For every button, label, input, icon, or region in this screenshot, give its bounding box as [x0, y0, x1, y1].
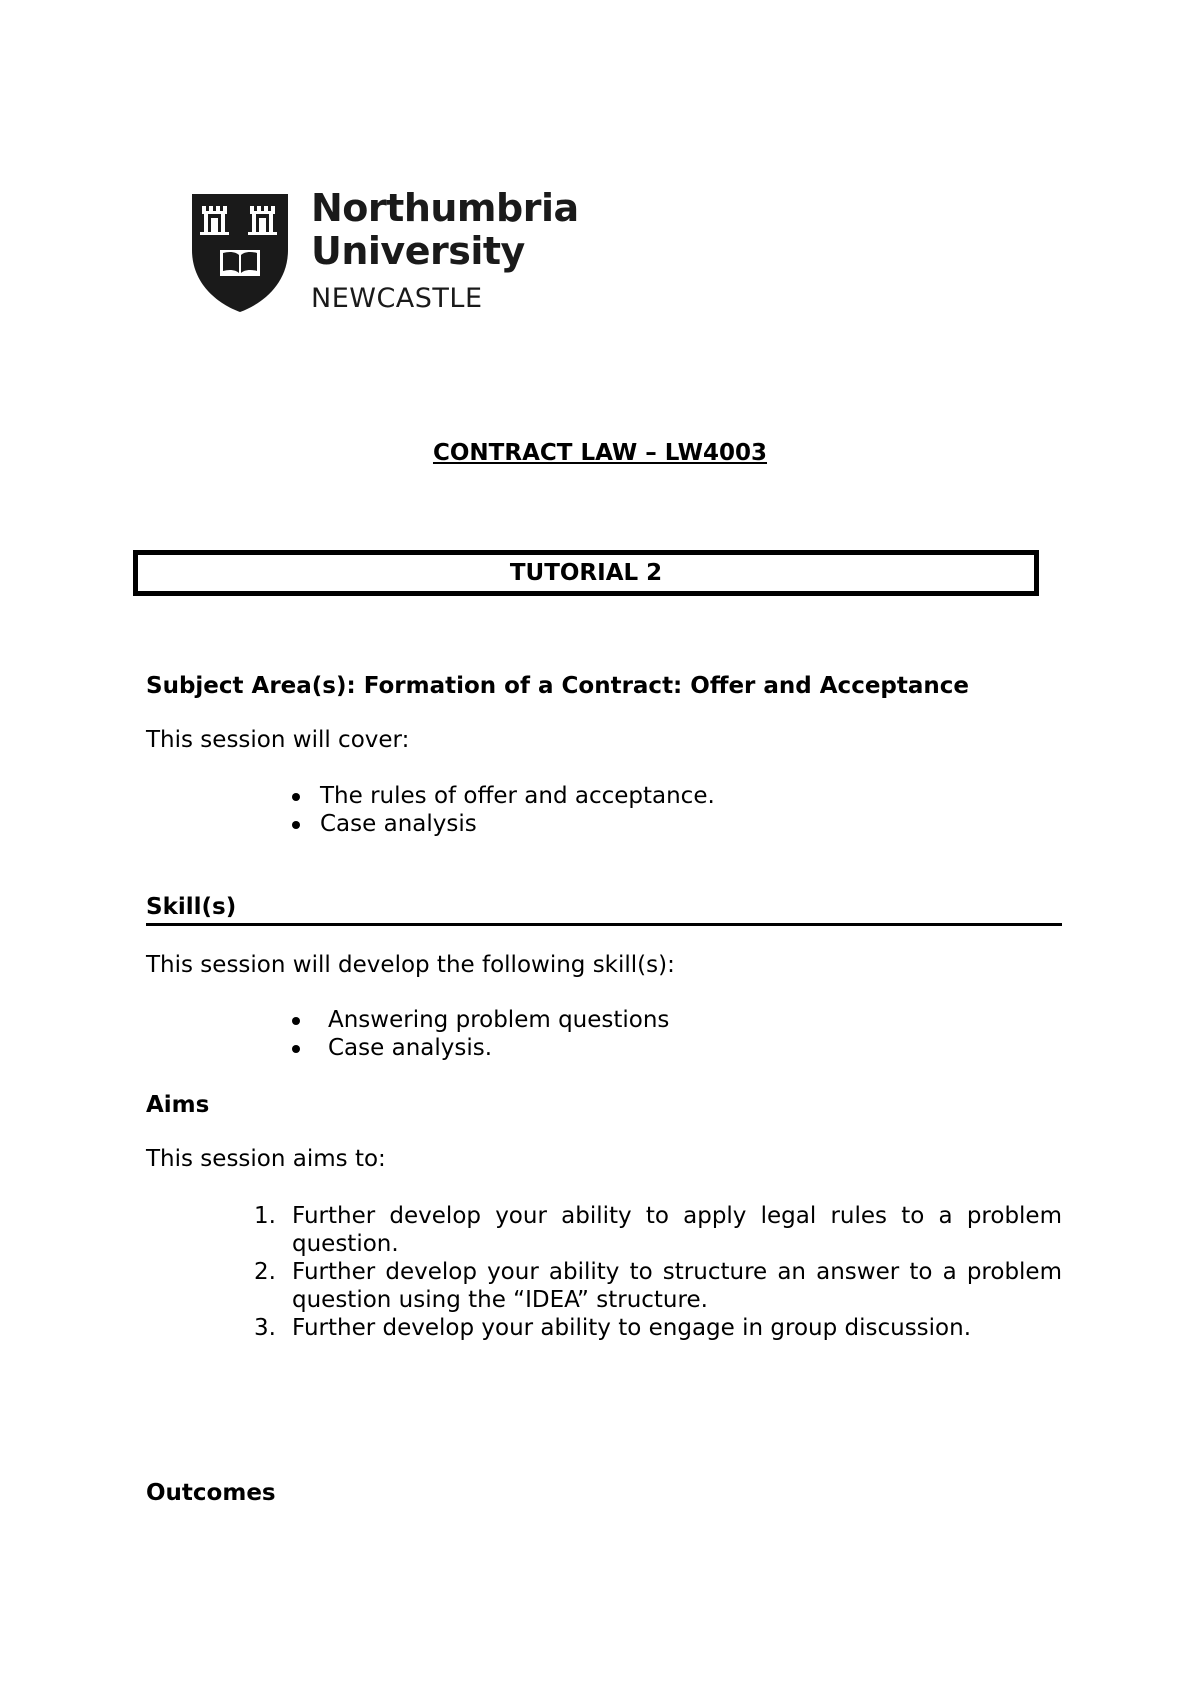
skills-divider	[146, 923, 1062, 926]
university-logo	[190, 192, 290, 314]
list-item: 1. Further develop your ability to apply legal rules to a problem question.	[254, 1203, 1062, 1257]
course-title: CONTRACT LAW – LW4003	[432, 440, 768, 466]
session-cover-list	[290, 782, 715, 838]
bullet-icon	[292, 821, 300, 829]
bullet-icon	[292, 1045, 300, 1053]
aims-intro: This session aims to:	[146, 1146, 386, 1172]
aims-heading: Aims	[146, 1092, 210, 1118]
list-item: Case analysis.	[290, 1034, 669, 1062]
logo-wordmark-university: University	[311, 229, 525, 273]
tutorial-banner	[133, 550, 1039, 596]
skills-heading: Skill(s)	[146, 894, 237, 920]
tutorial-label: TUTORIAL 2	[509, 560, 663, 586]
list-item: 3. Further develop your ability to engage in group discussion.	[254, 1315, 972, 1341]
list-item: The rules of offer and acceptance.	[290, 782, 715, 810]
aims-list	[254, 1202, 1062, 1342]
subject-area-heading: Subject Area(s): Formation of a Contract: Offer and Acceptance	[146, 673, 970, 699]
bullet-icon	[292, 1017, 300, 1025]
logo-wordmark-northumbria: Northumbria	[311, 186, 579, 230]
list-item: 2. Further develop your ability to structure an answer to a problem question using the “IDEA” structure.	[254, 1259, 1062, 1313]
list-item: Case analysis	[290, 810, 715, 838]
skills-intro: This session will develop the following skill(s):	[146, 952, 675, 978]
skills-list	[290, 1006, 669, 1062]
logo-wordmark-newcastle: NEWCASTLE	[311, 283, 483, 314]
university-crest-icon	[190, 192, 290, 314]
session-cover-intro: This session will cover:	[146, 727, 410, 753]
bullet-icon	[292, 793, 300, 801]
list-item: Answering problem questions	[290, 1006, 669, 1034]
outcomes-heading: Outcomes	[146, 1480, 276, 1506]
